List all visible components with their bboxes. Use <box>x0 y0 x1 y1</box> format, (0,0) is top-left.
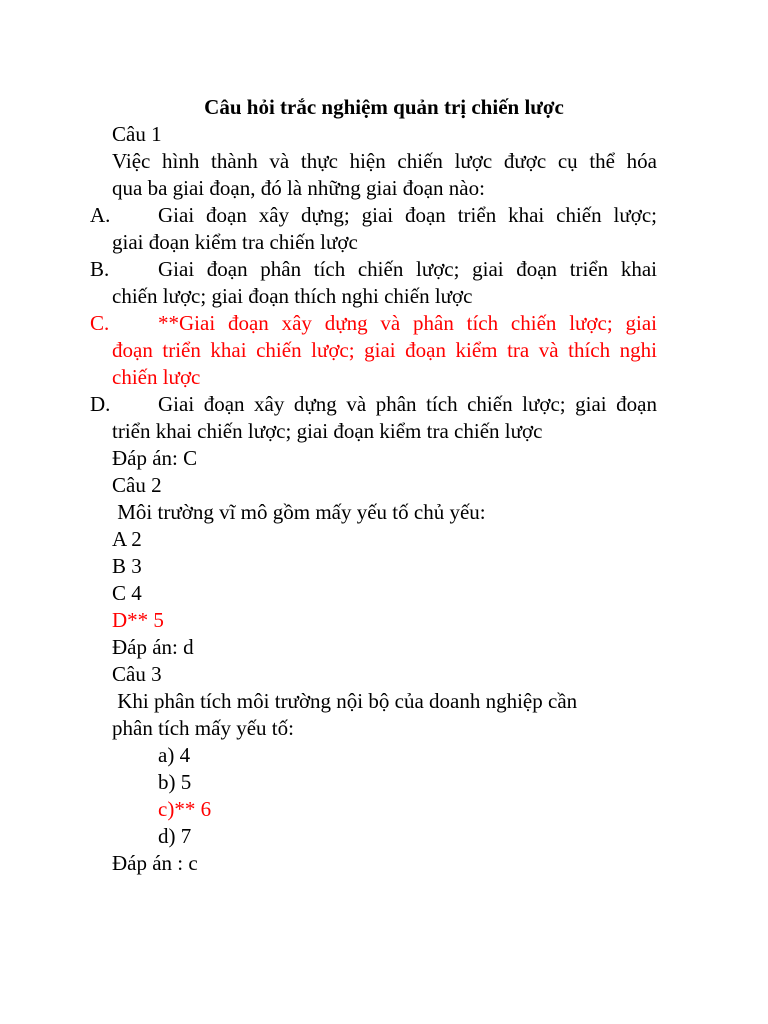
question-2-answer: Đáp án: d <box>112 635 194 659</box>
question-3-text-line-1: Khi phân tích môi trường nội bộ của doanh nghiệp cần <box>112 689 578 713</box>
option-text-line-2: giai đoạn kiểm tra chiến lược <box>112 230 358 254</box>
question-1-text-line-2: qua ba giai đoạn, đó là những giai đoạn nào: <box>112 176 485 200</box>
question-3-option-a: a) 4 <box>158 743 191 767</box>
option-letter: B. <box>90 257 110 281</box>
option-text-line-1: **Giai đoạn xây dựng và phân tích chiến lược; giai <box>158 311 657 335</box>
question-1-label: Câu 1 <box>112 122 162 146</box>
option-text-line-1: Giai đoạn xây dựng và phân tích chiến lược; giai đoạn <box>158 392 657 416</box>
option-text-line-2: chiến lược; giai đoạn thích nghi chiến lược <box>112 284 473 308</box>
option-text-line-2: triển khai chiến lược; giai đoạn kiểm tra chiến lược <box>112 419 543 443</box>
question-3-option-d: d) 7 <box>158 824 192 848</box>
option-text-line-3: chiến lược <box>112 365 201 389</box>
option-letter: D. <box>90 392 111 416</box>
document-title: Câu hỏi trắc nghiệm quản trị chiến lược <box>204 95 564 119</box>
option-text-line-1: Giai đoạn phân tích chiến lược; giai đoạn triển khai <box>158 257 657 281</box>
question-3-option-c-correct: c)** 6 <box>158 797 212 821</box>
question-2-label: Câu 2 <box>112 473 162 497</box>
option-letter: C. <box>90 311 110 335</box>
question-3-option-b: b) 5 <box>158 770 192 794</box>
question-1-text-line-1: Việc hình thành và thực hiện chiến lược được cụ thể hóa <box>112 149 657 173</box>
option-letter: A. <box>90 203 111 227</box>
question-3-label: Câu 3 <box>112 662 162 686</box>
question-2-option-c: C 4 <box>112 581 142 605</box>
option-text-line-2: đoạn triển khai chiến lược; giai đoạn kiểm tra và thích nghi <box>112 338 657 362</box>
question-2-option-b: B 3 <box>112 554 142 578</box>
option-text-line-1: Giai đoạn xây dựng; giai đoạn triển khai chiến lược; <box>158 203 657 227</box>
question-2-option-d-correct: D** 5 <box>112 608 164 632</box>
question-2-option-a: A 2 <box>112 527 142 551</box>
question-2-text: Môi trường vĩ mô gồm mấy yếu tố chủ yếu: <box>112 500 486 524</box>
question-3-answer: Đáp án : c <box>112 851 198 875</box>
question-1-answer: Đáp án: C <box>112 446 198 470</box>
question-3-text-line-2: phân tích mấy yếu tố: <box>112 716 294 740</box>
